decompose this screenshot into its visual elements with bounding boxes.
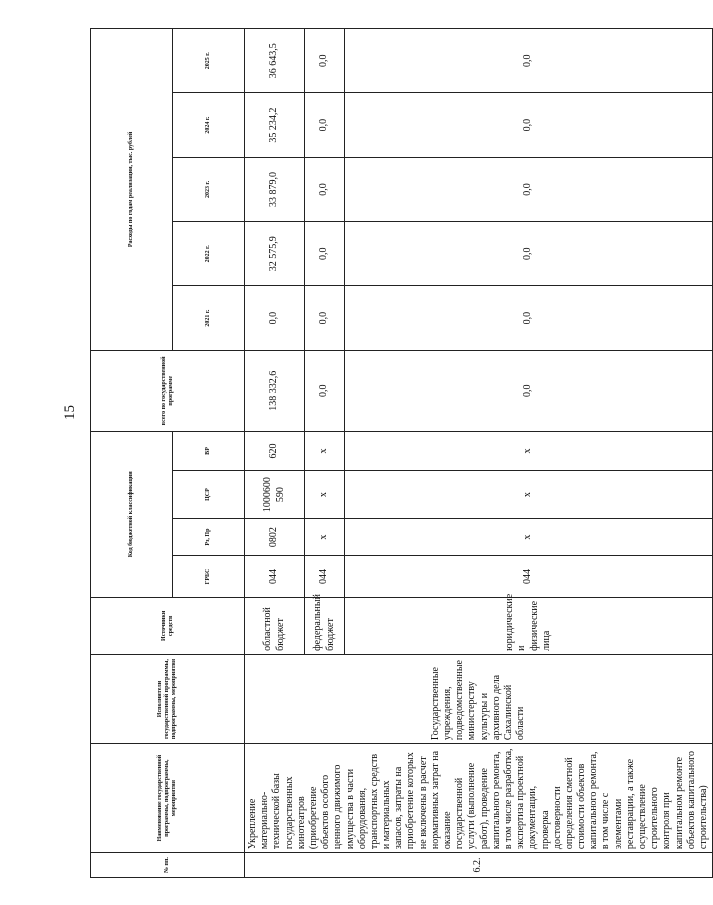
header-year-2024: 2024 г.: [173, 93, 245, 157]
header-name: Наименование государственной программы, подпрограммы, мероприятия: [91, 744, 245, 853]
header-expenses: Расходы по годам реализации, тыс. рублей: [91, 29, 173, 351]
y2023-regional: 33 879,0: [245, 157, 305, 221]
rz-pr-regional: 0802: [245, 518, 305, 555]
vr-federal: x: [305, 431, 345, 470]
source-federal: федеральный бюджет: [305, 597, 345, 654]
header-total: всего по государственной программе: [91, 350, 245, 431]
y2023-federal: 0,0: [305, 157, 345, 221]
row-number: 6.2.: [245, 853, 713, 878]
grbs-legal-persons: 044: [345, 556, 713, 598]
y2024-regional: 35 234,2: [245, 93, 305, 157]
y2024-legal-persons: 0,0: [345, 93, 713, 157]
header-vr: ВР: [173, 431, 245, 470]
source-regional: областной бюджет: [245, 597, 305, 654]
y2024-federal: 0,0: [305, 93, 345, 157]
csr-legal-persons: x: [345, 471, 713, 519]
header-no: № пп.: [91, 853, 245, 878]
total-legal-persons: 0,0: [345, 350, 713, 431]
y2022-legal-persons: 0,0: [345, 222, 713, 286]
rotated-table-container: [90, 28, 709, 878]
vr-regional: 620: [245, 431, 305, 470]
csr-regional: 1000600 590: [245, 471, 305, 519]
y2021-regional: 0,0: [245, 286, 305, 350]
y2025-federal: 0,0: [305, 29, 345, 93]
y2022-federal: 0,0: [305, 222, 345, 286]
page-number: 15: [62, 405, 78, 420]
header-year-2021: 2021 г.: [173, 286, 245, 350]
header-grbs: ГРБС: [173, 556, 245, 598]
y2022-regional: 32 575,9: [245, 222, 305, 286]
grbs-federal: 044: [305, 556, 345, 598]
y2021-legal-persons: 0,0: [345, 286, 713, 350]
header-executor: Исполнители государственной программы, подпрограммы, мероприятия: [91, 654, 245, 743]
budget-table: [90, 28, 713, 878]
header-budget-code: Код бюджетной классификации: [91, 431, 173, 597]
row-executor: Государственные учреждения, подведомственные министерству культуры и архивного дела Сахалинской области: [245, 654, 713, 743]
row-name: Укрепление материально-технической базы государственных кинотеатров (приобретение объектов особого ценного движимого имущества в части оборудования, транспортных средств и материальных запасов, затраты на приобретение которых не включены в расчет нормативных затрат на оказание государственной услуги (выполнение работ), проведение капитального ремонта, в том числе разработка, экспертиза проектной документации, проверка достоверности определения сметной стоимости объектов капитального ремонта, в том числе с элементами реставрации, а также осуществление строительного контроля при капитальном ремонте объектов капитального строительства): [245, 744, 713, 853]
y2025-regional: 36 643,5: [245, 29, 305, 93]
header-rz-pr: Рз, Пр: [173, 518, 245, 555]
source-legal-persons: юридические и физические лица: [345, 597, 713, 654]
rz-pr-legal-persons: x: [345, 518, 713, 555]
vr-legal-persons: x: [345, 431, 713, 470]
csr-federal: x: [305, 471, 345, 519]
total-federal: 0,0: [305, 350, 345, 431]
header-year-2025: 2025 г.: [173, 29, 245, 93]
grbs-regional: 044: [245, 556, 305, 598]
header-source: Источники средств: [91, 597, 245, 654]
header-csr: ЦСР: [173, 471, 245, 519]
rz-pr-federal: x: [305, 518, 345, 555]
y2025-legal-persons: 0,0: [345, 29, 713, 93]
total-regional: 138 332,6: [245, 350, 305, 431]
header-year-2022: 2022 г.: [173, 222, 245, 286]
header-year-2023: 2023 г.: [173, 157, 245, 221]
y2021-federal: 0,0: [305, 286, 345, 350]
y2023-legal-persons: 0,0: [345, 157, 713, 221]
